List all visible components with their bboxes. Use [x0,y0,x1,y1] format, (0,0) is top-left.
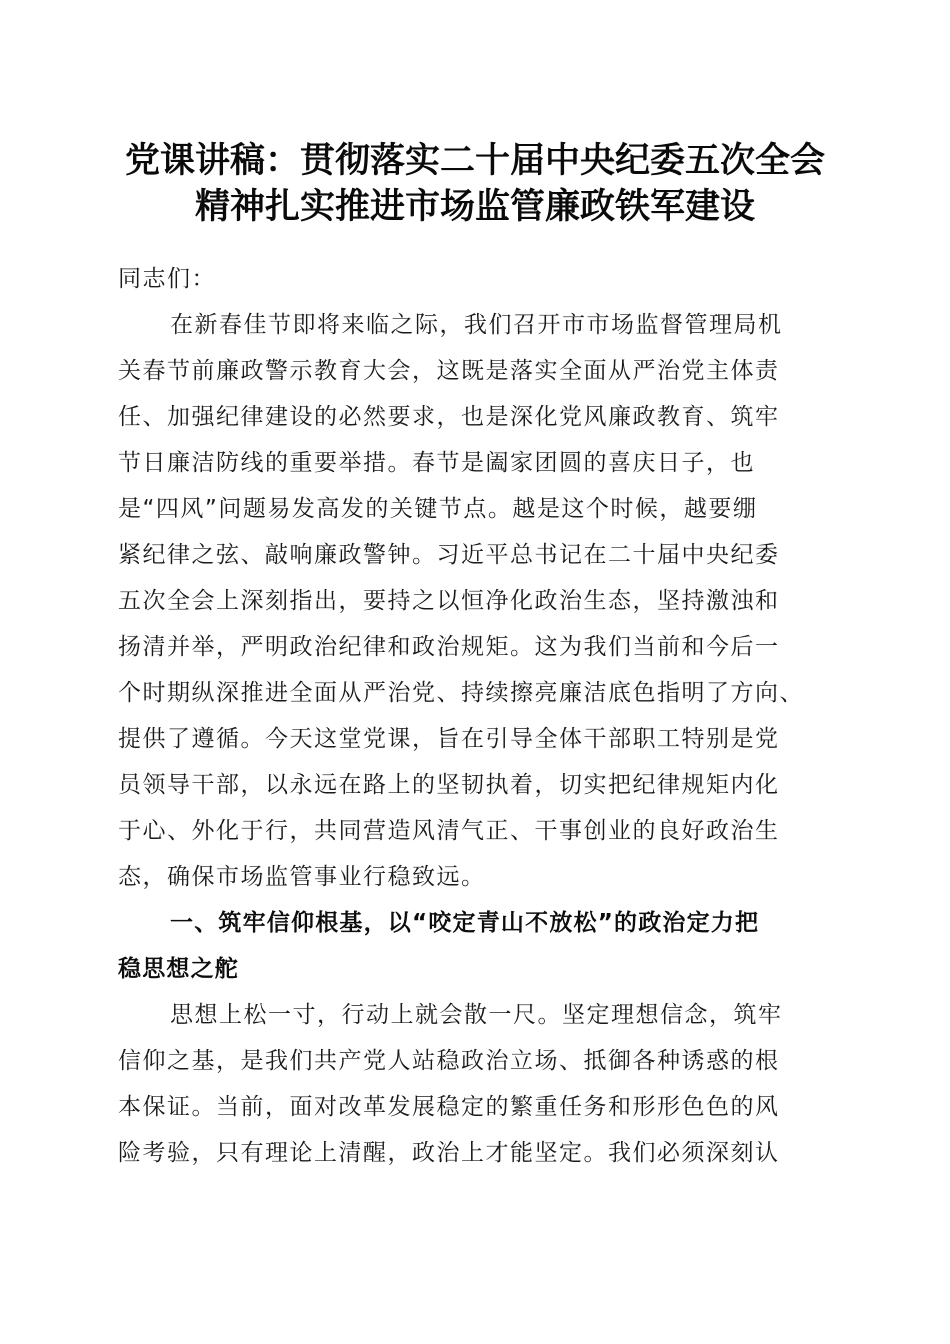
salutation: 同志们： [118,266,216,292]
paragraph-line: 险考验，只有理论上清醒，政治上才能坚定。我们必须深刻认 [118,1140,780,1166]
paragraph-2 [118,992,838,1176]
paragraph-1 [118,302,838,900]
paragraph-line: 五次全会上深刻指出，要持之以恒净化政治生态，坚持激浊和 [118,588,780,614]
paragraph-line: 关春节前廉政警示教育大会，这既是落实全面从严治党主体责 [118,358,780,384]
paragraph-line: 紧纪律之弦、敲响廉政警钟。习近平总书记在二十届中央纪委 [118,542,780,568]
paragraph-line: 在新春佳节即将来临之际，我们召开市市场监督管理局机 [170,312,783,338]
document-title-line-2: 精神扎实推进市场监管廉政铁军建设 [194,186,755,227]
paragraph-line: 个时期纵深推进全面从严治党、持续擦亮廉洁底色指明了方向、 [118,680,804,706]
paragraph-line: 态，确保市场监管事业行稳致远。 [118,864,486,890]
paragraph-line: 提供了遵循。今天这堂党课，旨在引导全体干部职工特别是党 [118,726,780,752]
paragraph-line: 任、加强纪律建设的必然要求，也是深化党风廉政教育、筑牢 [118,404,780,430]
heading-line: 一、筑牢信仰根基，以“咬定青山不放松”的政治定力把 [170,910,760,936]
paragraph-line: 信仰之基，是我们共产党人站稳政治立场、抵御各种诱惑的根 [118,1048,780,1074]
paragraph-line: 节日廉洁防线的重要举措。春节是阖家团圆的喜庆日子，也 [118,450,755,476]
paragraph-line: 本保证。当前，面对改革发展稳定的繁重任务和形形色色的风 [118,1094,780,1120]
document-title-line-1: 党课讲稿：贯彻落实二十届中央纪委五次全会 [124,140,825,181]
paragraph-line: 是“四风”问题易发高发的关键节点。越是这个时候，越要绷 [118,496,758,522]
paragraph-line: 员领导干部，以永远在路上的坚韧执着，切实把纪律规矩内化 [118,772,780,798]
paragraph-line: 于心、外化于行，共同营造风清气正、干事创业的良好政治生 [118,818,780,844]
document-body [118,256,838,1176]
paragraph-line: 思想上松一寸，行动上就会散一尺。坚定理想信念，筑牢 [170,1002,783,1028]
section-heading-1 [118,900,838,992]
paragraph-line: 扬清并举，严明政治纪律和政治规矩。这为我们当前和今后一 [118,634,780,660]
heading-line: 稳思想之舵 [118,956,239,982]
